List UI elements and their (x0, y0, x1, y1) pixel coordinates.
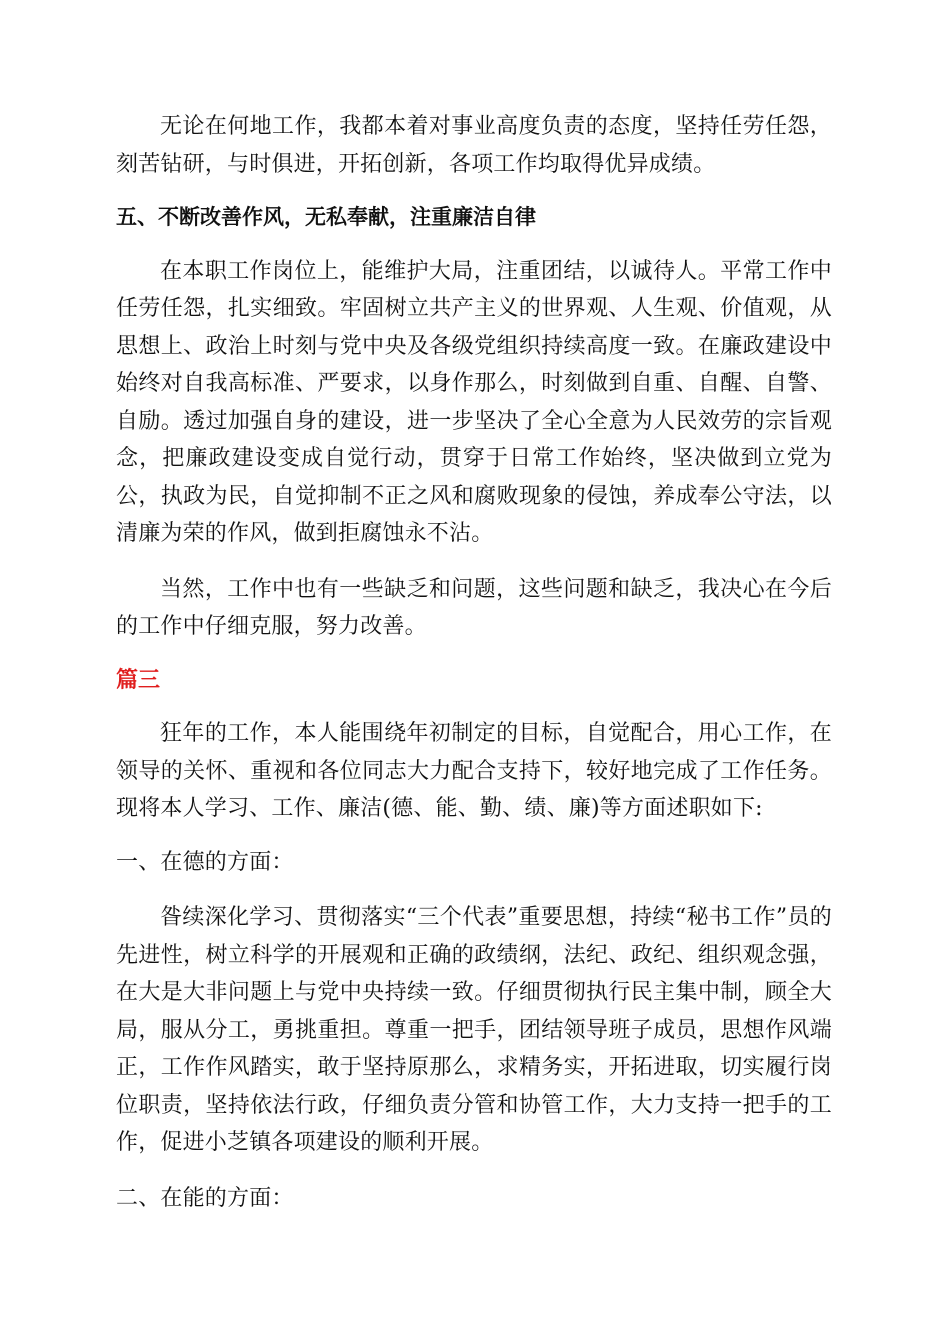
paragraph-work-attitude: 无论在何地工作，我都本着对事业高度负责的态度，坚持任劳任怨，刻苦钻研，与时俱进，开拓创新，各项工作均取得优异成绩。 (116, 114, 832, 177)
document-page (116, 108, 832, 1217)
paragraph-morality: 昝续深化学习、贯彻落实“三个代表”重要思想，持续“秘书工作”员的先进性，树立科学的开展观和正确的政绩纲，法纪、政纪、组织观念强，在大是大非问题上与党中央持续一致。仔细贯彻执行民主集中制，顾全大局，服从分工，勇挑重担。尊重一把手，团结领导班子成员，思想作风端正，工作作风踏实，敢于坚持原那么，求精务实，开拓进取，切实履行岗位职责，坚持依法行政，仔细负责分管和协管工作，大力支持一把手的工作，促进小芝镇各项建设的顺利开展。 (116, 905, 832, 1155)
subheading-ability: 二、在能的方面： (116, 1185, 294, 1211)
paragraph-shortcomings: 当然，工作中也有一些缺乏和问题，这些问题和缺乏，我决心在今后的工作中仔细克服，努力改善。 (116, 576, 832, 639)
paragraph-integrity: 在本职工作岗位上，能维护大局，注重团结，以诚待人。平常工作中任劳任怨，扎实细致。牢固树立共产主义的世界观、人生观、价值观，从思想上、政治上时刻与党中央及各级党组织持续高度一致。在廉政建设中始终对自我高标准、严要求，以身作那么，时刻做到自重、自醒、自警、自励。透过加强自身的建设，进一步坚决了全心全意为人民效劳的宗旨观念，把廉政建设变成自觉行动，贯穿于日常工作始终，坚决做到立党为公，执政为民，自觉抑制不正之风和腐败现象的侵蚀，养成奉公守法，以清廉为荣的作风，做到拒腐蚀永不沾。 (116, 258, 832, 546)
section-title-part-three: 篇三 (116, 667, 161, 693)
paragraph-year-review: 狂年的工作，本人能围绕年初制定的目标，自觉配合，用心工作，在领导的关怀、重视和各位同志大力配合支持下，较好地完成了工作任务。现将本人学习、工作、廉洁(德、能、勤、绩、廉)等方面述职如下: (116, 721, 832, 821)
subheading-morality: 一、在德的方面： (116, 849, 294, 875)
heading-section-five: 五、不断改善作风，无私奉献，注重廉洁自律 (116, 205, 536, 229)
